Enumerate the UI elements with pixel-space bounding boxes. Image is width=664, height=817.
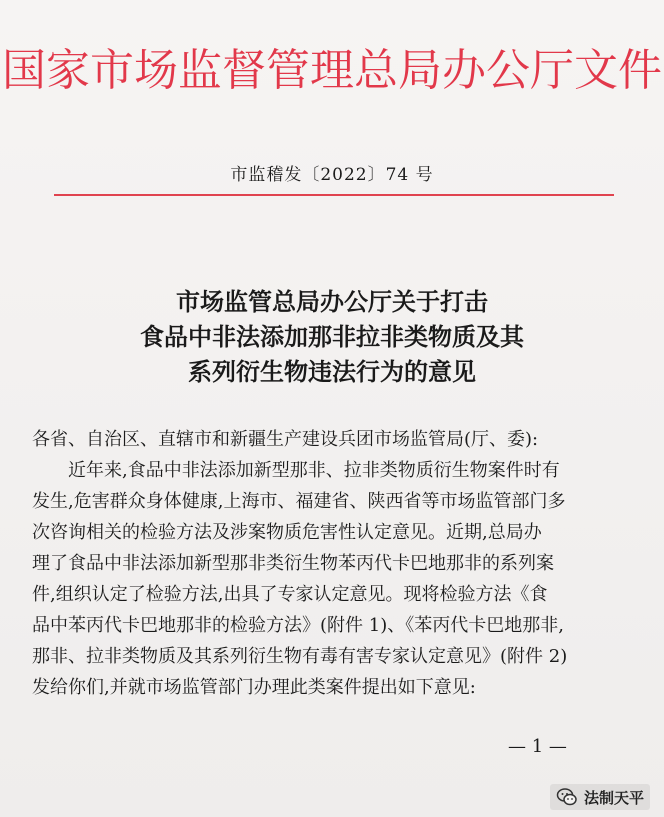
- page-number: — 1 —: [508, 736, 567, 757]
- title-line: 系列衍生物违法行为的意见: [188, 357, 476, 386]
- issuer-header: 国家市场监督管理总局办公厅文件: [2, 45, 662, 96]
- red-divider: [54, 194, 614, 196]
- watermark-label: 法制天平: [583, 788, 644, 807]
- body-line: 件,组织认定了检验方法,出具了专家认定意见。现将检验方法《食: [32, 584, 548, 605]
- document-number: 市监稽发〔2022〕74 号: [230, 165, 434, 185]
- watermark-badge: [550, 784, 650, 810]
- document-title: [0, 284, 664, 389]
- body-line: 理了食品中非法添加新型那非类衍生物苯丙代卡巴地那非的系列案: [32, 553, 554, 574]
- wechat-icon: [556, 786, 578, 808]
- body-line: 那非、拉非类物质及其系列衍生物有毒有害专家认定意见》(附件 2): [32, 646, 568, 667]
- body-paragraph: [32, 455, 642, 703]
- title-line: 市场监管总局办公厅关于打击: [176, 287, 488, 316]
- body-line: 近年来,食品中非法添加新型那非、拉非类物质衍生物案件时有: [68, 460, 560, 481]
- body-line: 发生,危害群众身体健康,上海市、福建省、陕西省等市场监管部门多: [32, 491, 566, 512]
- title-line: 食品中非法添加那非拉非类物质及其: [140, 322, 524, 351]
- body-line: 品中苯丙代卡巴地那非的检验方法》(附件 1)、《苯丙代卡巴地那非,: [32, 615, 564, 636]
- body-line: 次咨询相关的检验方法及涉案物质危害性认定意见。近期,总局办: [32, 522, 542, 543]
- salutation: 各省、自治区、直辖市和新疆生产建设兵团市场监管局(厅、委):: [32, 429, 539, 450]
- body-line: 发给你们,并就市场监管部门办理此类案件提出如下意见:: [32, 677, 476, 698]
